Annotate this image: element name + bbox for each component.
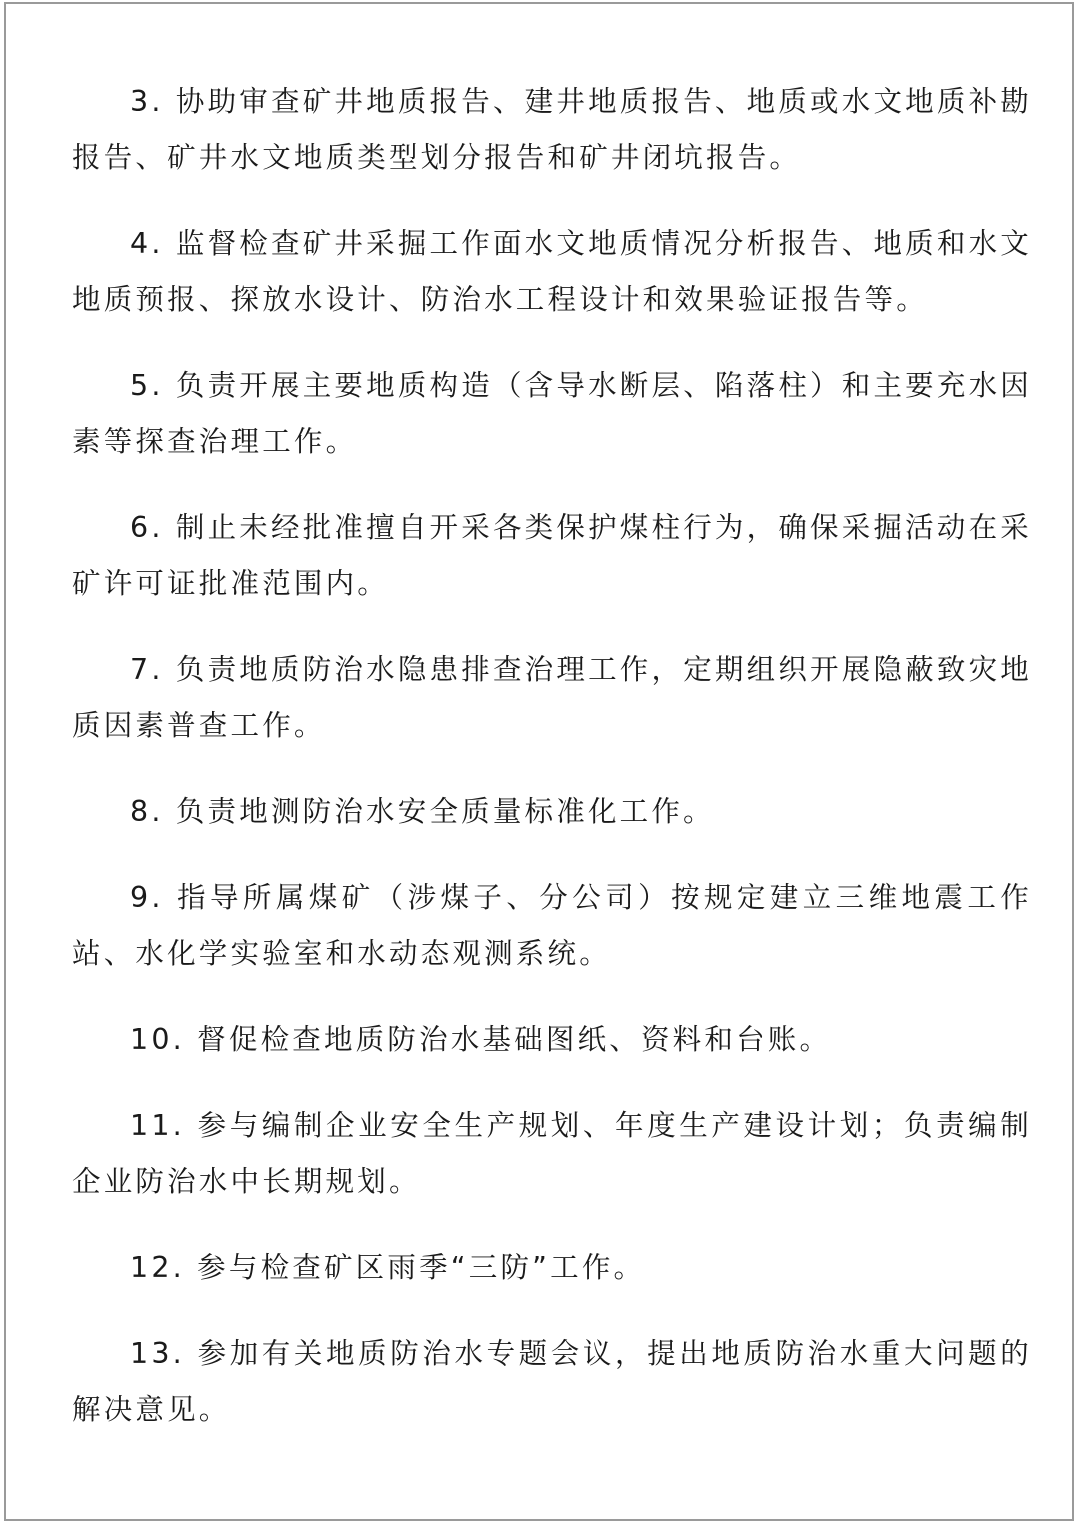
list-item-11: 11. 参与编制企业安全生产规划、年度生产建设计划；负责编制企业防治水中长期规划。 xyxy=(72,1109,1032,1198)
list-item-9: 9. 指导所属煤矿（涉煤子、分公司）按规定建立三维地震工作站、水化学实验室和水动态观测系统。 xyxy=(72,881,1032,970)
list-item-13: 13. 参加有关地质防治水专题会议，提出地质防治水重大问题的解决意见。 xyxy=(72,1337,1032,1426)
document-body xyxy=(72,74,1032,1468)
list-item-3: 3. 协助审查矿井地质报告、建井地质报告、地质或水文地质补勘报告、矿井水文地质类型划分报告和矿井闭坑报告。 xyxy=(72,85,1032,174)
list-item-7: 7. 负责地质防治水隐患排查治理工作，定期组织开展隐蔽致灾地质因素普查工作。 xyxy=(72,653,1032,742)
list-item-5: 5. 负责开展主要地质构造（含导水断层、陷落柱）和主要充水因素等探查治理工作。 xyxy=(72,369,1032,458)
page-frame xyxy=(4,2,1074,1521)
list-item-8: 8. 负责地测防治水安全质量标准化工作。 xyxy=(130,795,715,828)
list-item-6: 6. 制止未经批准擅自开采各类保护煤柱行为，确保采掘活动在采矿许可证批准范围内。 xyxy=(72,511,1032,600)
list-item-4: 4. 监督检查矿井采掘工作面水文地质情况分析报告、地质和水文地质预报、探放水设计、防治水工程设计和效果验证报告等。 xyxy=(72,227,1032,316)
list-item-12: 12. 参与检查矿区雨季“三防”工作。 xyxy=(130,1251,646,1284)
list-item-10: 10. 督促检查地质防治水基础图纸、资料和台账。 xyxy=(130,1023,832,1056)
